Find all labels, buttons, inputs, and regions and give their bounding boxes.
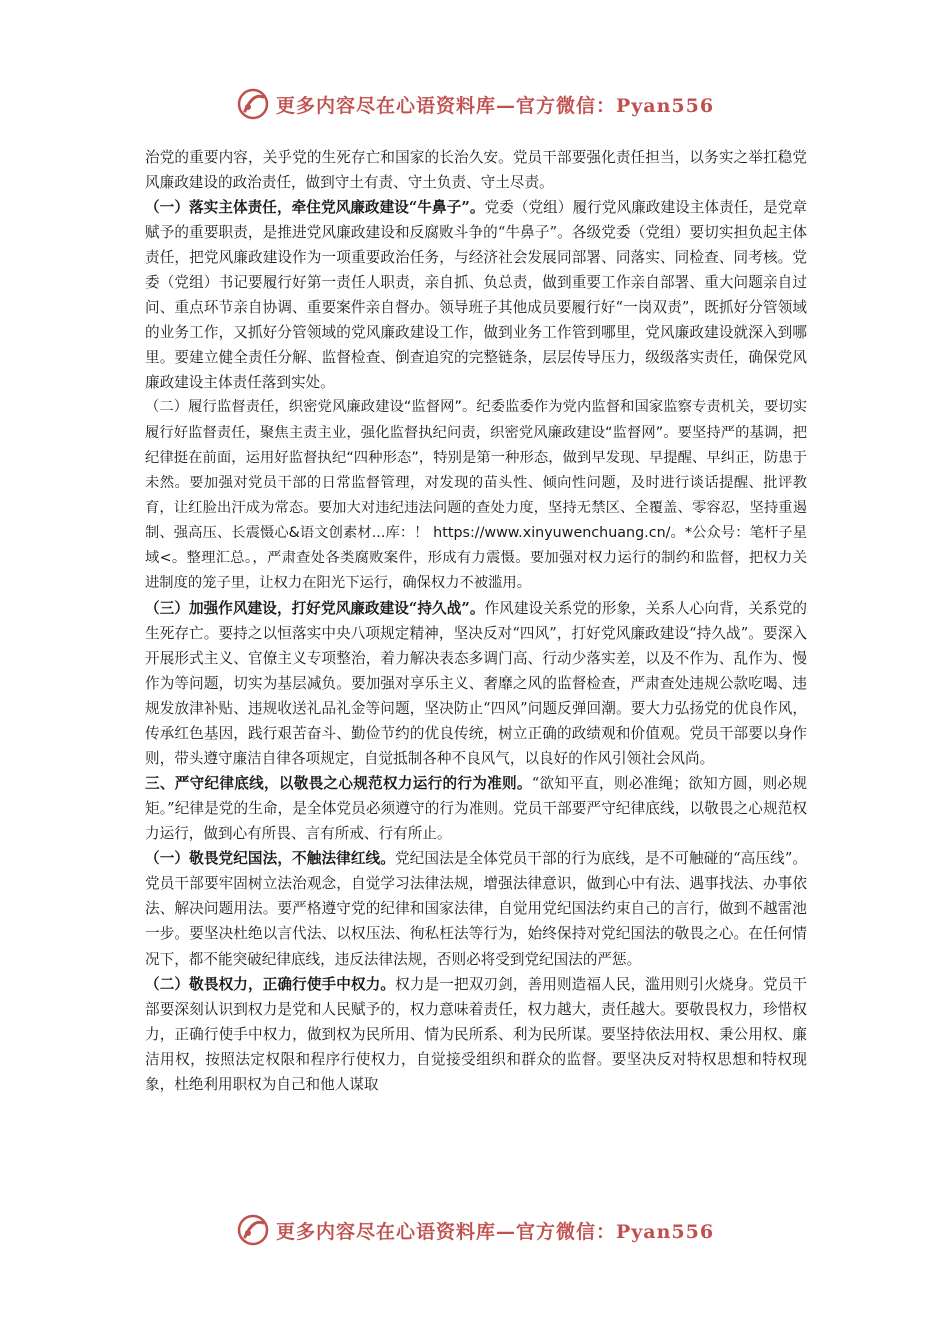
paragraph-heading: （二）敬畏权力，正确行使手中权力。: [145, 975, 396, 993]
paragraph-3: [145, 395, 807, 595]
banner-text: 更多内容尽在心语资料库—官方微信：Pyan556: [275, 94, 715, 117]
banner-text: 更多内容尽在心语资料库—官方微信：Pyan556: [275, 1220, 715, 1243]
paragraph-text: 党委（党组）履行党风廉政建设主体责任，是党章赋予的重要职责，是推进党风廉政建设和反腐败斗争的“牛鼻子”。各级党委（党组）要切实担负起主体责任，把党风廉政建设作为一项重要政治任务，与经济社会发展同部署、同落实、同检查、同考核。党委（党组）书记要履行好第一责任人职责，亲自抓、负总责，做到重要工作亲自部署、重大问题亲自过问、重点环节亲自协调、重要案件亲自督办。领导班子其他成员要履行好“一岗双责”，既抓好分管领域的业务工作，又抓好分管领域的党风廉政建设工作，做到业务工作管到哪里，党风廉政建设就深入到哪里。要建立健全责任分解、监督检查、倒查追究的完整链条，层层传导压力，级级落实责任，确保党风廉政建设主体责任落到实处。: [145, 199, 807, 392]
paragraph-text: 治党的重要内容，关乎党的生死存亡和国家的长治久安。党员干部要强化责任担当，以务实之举扛稳党风廉政建设的政治责任，做到守土有责、守土负责、守土尽责。: [145, 149, 807, 192]
footer-banner: [0, 1210, 950, 1250]
paragraph-text: “欲知平直，则必准绳；欲知方圆，则必规矩。”纪律是党的生命，是全体党员必须遵守的行为准则。党员干部要严守纪律底线，以敬畏之心规范权力运行，做到心有所畏、言有所戒、行有所止。: [145, 775, 807, 843]
paragraph-6: [145, 846, 807, 971]
paragraph-heading: （一）敬畏党纪国法，不触法律红线。: [145, 850, 395, 868]
paragraph-5: [145, 771, 807, 846]
section-heading: 三、严守纪律底线，以敬畏之心规范权力运行的行为准则。: [145, 775, 532, 793]
paragraph-heading: （一）落实主体责任，牵住党风廉政建设“牛鼻子”。: [145, 199, 485, 217]
logo-icon: [236, 1213, 270, 1247]
paragraph-text: （二）履行监督责任，织密党风廉政建设“监督网”。纪委监委作为党内监督和国家监察专责机关，要切实履行好监督责任，聚焦主责主业，强化监督执纪问责，织密党风廉政建设“监督网”。要坚持严的基调，把纪律挺在前面，运用好监督执纪“四种形态”，特别是第一种形态，做到早发现、早提醒、早纠正，防患于未然。要加强对党员干部的日常监督管理，对发现的苗头性、倾向性问题，及时进行谈话提醒、批评教育，让红脸出汗成为常态。要加大对违纪违法问题的查处力度，坚持无禁区、全覆盖、零容忍，坚持重遏制、强高压、长震慑心&语文创素材...库：！ https://www.xinyuwenchuang.cn/。*公众号：笔杆子星域<。整理汇总。，严肃查处各类腐败案件，形成有力震慑。要加强对权力运行的制约和监督，把权力关进制度的笼子里，让权力在阳光下运行，确保权力不被滥用。: [145, 399, 807, 591]
paragraph-7: [145, 972, 807, 1097]
logo-icon: [236, 87, 270, 121]
header-banner: [0, 84, 950, 124]
paragraph-heading: （三）加强作风建设，打好党风廉政建设“持久战”。: [145, 599, 485, 617]
paragraph-2: [145, 195, 807, 395]
paragraph-text: 权力是一把双刃剑，善用则造福人民，滥用则引火烧身。党员干部要深刻认识到权力是党和人民赋予的，权力意味着责任，权力越大，责任越大。要敬畏权力，珍惜权力，正确行使手中权力，做到权为民所用、情为民所系、利为民所谋。要坚持依法用权、秉公用权、廉洁用权，按照法定权限和程序行使权力，自觉接受组织和群众的监督。要坚决反对特权思想和特权现象，杜绝利用职权为自己和他人谋取: [145, 975, 807, 1093]
paragraph-text: 作风建设关系党的形象，关系人心向背，关系党的生死存亡。要持之以恒落实中央八项规定精神，坚决反对“四风”，打好党风廉政建设“持久战”。要深入开展形式主义、官僚主义专项整治，着力解决表态多调门高、行动少落实差，以及不作为、乱作为、慢作为等问题，切实为基层减负。要加强对享乐主义、奢靡之风的监督检查，严肃查处违规公款吃喝、违规发放津补贴、违规收送礼品礼金等问题，坚决防止“四风”问题反弹回潮。要大力弘扬党的优良作风，传承红色基因，践行艰苦奋斗、勤俭节约的优良传统，树立正确的政绩观和价值观。党员干部要以身作则，带头遵守廉洁自律各项规定，自觉抵制各种不良风气，以良好的作风引领社会风尚。: [145, 599, 807, 768]
paragraph-4: [145, 596, 807, 771]
paragraph-1: [145, 145, 807, 195]
document-body: [145, 145, 807, 1097]
paragraph-text: 党纪国法是全体党员干部的行为底线，是不可触碰的“高压线”。党员干部要牢固树立法治观念，自觉学习法律法规，增强法律意识，做到心中有法、遇事找法、办事依法、解决问题用法。要严格遵守党的纪律和国家法律，自觉用党纪国法约束自己的言行，做到不越雷池一步。要坚决杜绝以言代法、以权压法、徇私枉法等行为，始终保持对党纪国法的敬畏之心。在任何情况下，都不能突破纪律底线，违反法律法规，否则必将受到党纪国法的严惩。: [145, 850, 807, 968]
